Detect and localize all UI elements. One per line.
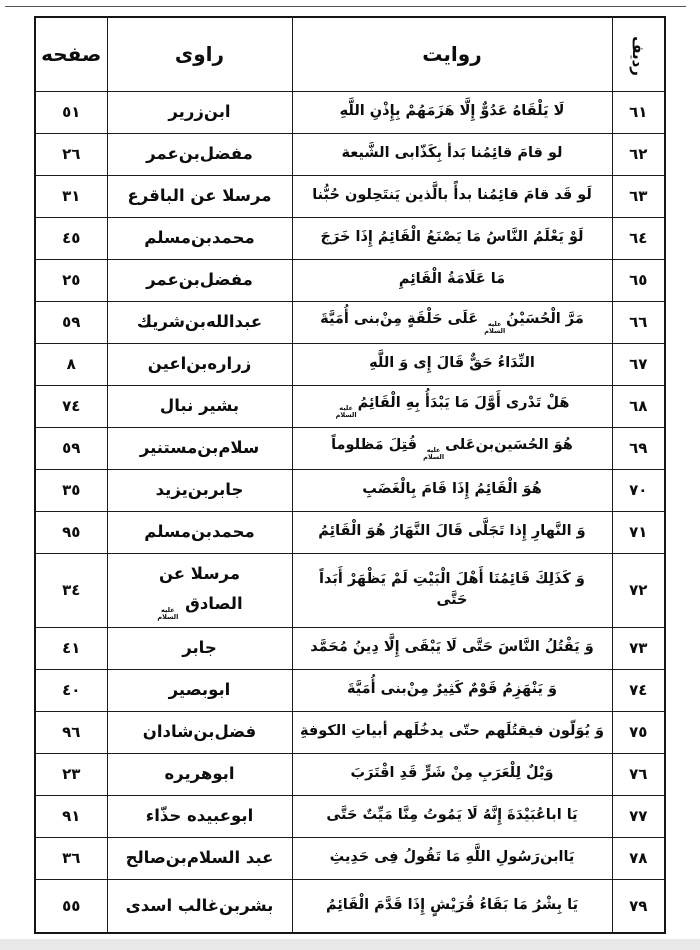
row-number-cell: ٧٢ [612,553,665,627]
table-header [35,17,665,91]
narrator-cell: ابوعبيده حذّاء [107,795,292,837]
header-row-number [612,17,665,91]
narrator-cell: ابن‌زرير [107,91,292,133]
page-number-cell: ٧٤ [35,385,107,427]
page-number-cell: ٣٤ [35,553,107,627]
table-row [35,753,665,795]
table-row [35,385,665,427]
narration-cell: هُوَ الْقَائِمُ إِذَا قَامَ بِالْغَضَبِ [292,469,612,511]
narrator-cell: زراره‌بن‌اعين [107,343,292,385]
page-number-cell: ٩١ [35,795,107,837]
narrator-cell: ابوبصير [107,669,292,711]
row-number-cell: ٧٦ [612,753,665,795]
row-number-cell: ٦٦ [612,301,665,343]
narration-cell: وَ يَنْهَزِمُ قَوْمٌ كَثِيرٌ مِنْ‌بنى أُمَيَّةَ [292,669,612,711]
table-body [35,91,665,933]
page-number-cell: ٢٥ [35,259,107,301]
table-row [35,91,665,133]
page-number-cell: ٩٦ [35,711,107,753]
row-number-cell: ٦٩ [612,427,665,469]
row-number-cell: ٦٤ [612,217,665,259]
page-number-cell: ٣١ [35,175,107,217]
row-number-cell: ٧٥ [612,711,665,753]
page-bottom-edge [0,939,700,950]
table-row [35,669,665,711]
narration-cell: وَ كَذَلِكَ قَائِمُنَا أَهْلَ الْبَيْتِ لَمْ يَظْهَرْ أَبَداً حَتَّى [292,553,612,627]
table-row [35,837,665,879]
narrator-cell: مفضل‌بن‌عمر [107,259,292,301]
row-number-cell: ٦٧ [612,343,665,385]
narration-cell: وَ يَقْتُلُ النَّاسَ حَتَّى لَا يَبْقَى إِلَّا دِينُ مُحَمَّد [292,627,612,669]
page-number-cell: ٣٥ [35,469,107,511]
table-row [35,711,665,753]
table-row [35,427,665,469]
narration-cell: يَاابن‌رَسُولِ اللَّهِ مَا تَقُولُ فِى حَدِيثِ [292,837,612,879]
row-number-cell: ٦٥ [612,259,665,301]
header-narration: روايت [292,17,612,91]
row-number-cell: ٧٤ [612,669,665,711]
narrator-cell: جابر [107,627,292,669]
narrator-cell: فضل‌بن‌شادان [107,711,292,753]
row-number-cell: ٦٢ [612,133,665,175]
row-number-cell: ٧١ [612,511,665,553]
table-row [35,879,665,933]
narration-cell: لَو قَد قامَ قائِمُنا بدأً بالَّذين يَنتَحِلون حُبُّنا [292,175,612,217]
row-number-cell: ٧٩ [612,879,665,933]
header-row-number-label: رديف [629,36,648,77]
row-number-cell: ٦١ [612,91,665,133]
narration-cell: لَوْ يَعْلَمُ النَّاسُ مَا يَصْنَعُ الْقَائِمُ إِذَا خَرَجَ [292,217,612,259]
row-number-cell: ٧٣ [612,627,665,669]
alayhi-salam-honorific-icon: عليه السلام [157,606,179,621]
narrator-cell: عبدالله‌بن‌شريك [107,301,292,343]
page-number-cell: ٥١ [35,91,107,133]
narration-cell: مَا عَلَامَةُ الْقَائِمِ [292,259,612,301]
page-number-cell: ٤١ [35,627,107,669]
table-row [35,343,665,385]
page-number-cell: ٢٣ [35,753,107,795]
page-number-cell: ٥٩ [35,301,107,343]
narrator-cell: مرسلا عن الصادق عليه السلام [107,553,292,627]
page-number-cell: ٢٦ [35,133,107,175]
table-row [35,175,665,217]
narrator-cell: سلام‌بن‌مستنير [107,427,292,469]
alayhi-salam-honorific-icon: عليه السلام [484,320,506,335]
narration-cell: وَ النَّهارِ إِذا تَجَلَّى قَالَ النَّهَارُ هُوَ الْقَائِمُ [292,511,612,553]
narration-cell: هُوَ الحُسَين‌بن‌عَلى عليه السلام قُتِلَ مَظلوماً [292,427,612,469]
page-top-rule [5,6,686,7]
narration-cell: هَلْ تَدْرى أَوَّلَ مَا يَبْدَأُ بِهِ الْقَائِمُ عليه السلام [292,385,612,427]
narrator-cell: بشير نبال [107,385,292,427]
row-number-cell: ٦٨ [612,385,665,427]
page-number-cell: ٩٥ [35,511,107,553]
page-number-cell: ٤٠ [35,669,107,711]
table-row [35,627,665,669]
narrator-cell: محمدبن‌مسلم [107,511,292,553]
table-row [35,133,665,175]
narrator-cell: مرسلا عن الباقرع [107,175,292,217]
narration-cell: النِّدَاءُ حَقٌّ قَالَ إِى وَ اللَّهِ [292,343,612,385]
row-number-cell: ٦٣ [612,175,665,217]
alayhi-salam-honorific-icon: عليه السلام [335,404,357,419]
table-row [35,259,665,301]
hadith-index-table [34,16,666,934]
table-row [35,217,665,259]
narration-cell: لَا يَلْقَاهُ عَدُوٌّ إِلَّا هَزَمَهُمْ بِإِذْنِ اللَّهِ [292,91,612,133]
narrator-cell: مفضل‌بن‌عمر [107,133,292,175]
header-page: صفحه [35,17,107,91]
table-row [35,301,665,343]
header-narrator: راوى [107,17,292,91]
table-row [35,511,665,553]
alayhi-salam-honorific-icon: عليه السلام [423,446,445,461]
narrator-cell: محمدبن‌مسلم [107,217,292,259]
table-row [35,553,665,627]
narration-cell: وَ يُوَلّون فيقتُلَهم حتّى يدخُلَهم أبياتِ الكوفةِ [292,711,612,753]
narrator-cell: بشربن‌غالب اسدى [107,879,292,933]
narration-cell: لو قامَ قائِمُنا بَدأ بِكَذّابى الشَّيعة [292,133,612,175]
narrator-cell: جابربن‌يزيد [107,469,292,511]
page-number-cell: ٥٥ [35,879,107,933]
row-number-cell: ٧٧ [612,795,665,837]
page-number-cell: ٤٥ [35,217,107,259]
page-number-cell: ٥٩ [35,427,107,469]
table-row [35,795,665,837]
table-row [35,469,665,511]
row-number-cell: ٧٨ [612,837,665,879]
narrator-cell: عبد السلام‌بن‌صالح [107,837,292,879]
page-number-cell: ٨ [35,343,107,385]
narration-cell: يَا بِشْرُ مَا بَقَاءُ قُرَيْشٍ إِذَا قَدَّمَ الْقَائِمُ [292,879,612,933]
row-number-cell: ٧٠ [612,469,665,511]
narration-cell: مَرَّ الْحُسَيْنُ عليه السلام عَلَى حَلْقَةٍ مِنْ‌بنى أُمَيَّةَ [292,301,612,343]
page-number-cell: ٣٦ [35,837,107,879]
narrator-cell: ابوهريره [107,753,292,795]
narration-cell: وَيْلٌ لِلْعَرَبِ مِنْ شَرٍّ قَدِ اقْتَرَبَ [292,753,612,795]
narration-cell: يَا اباعُبَيْدَةَ إِنَّهُ لَا يَمُوتُ مِنَّا مَيِّتٌ حَتَّى [292,795,612,837]
